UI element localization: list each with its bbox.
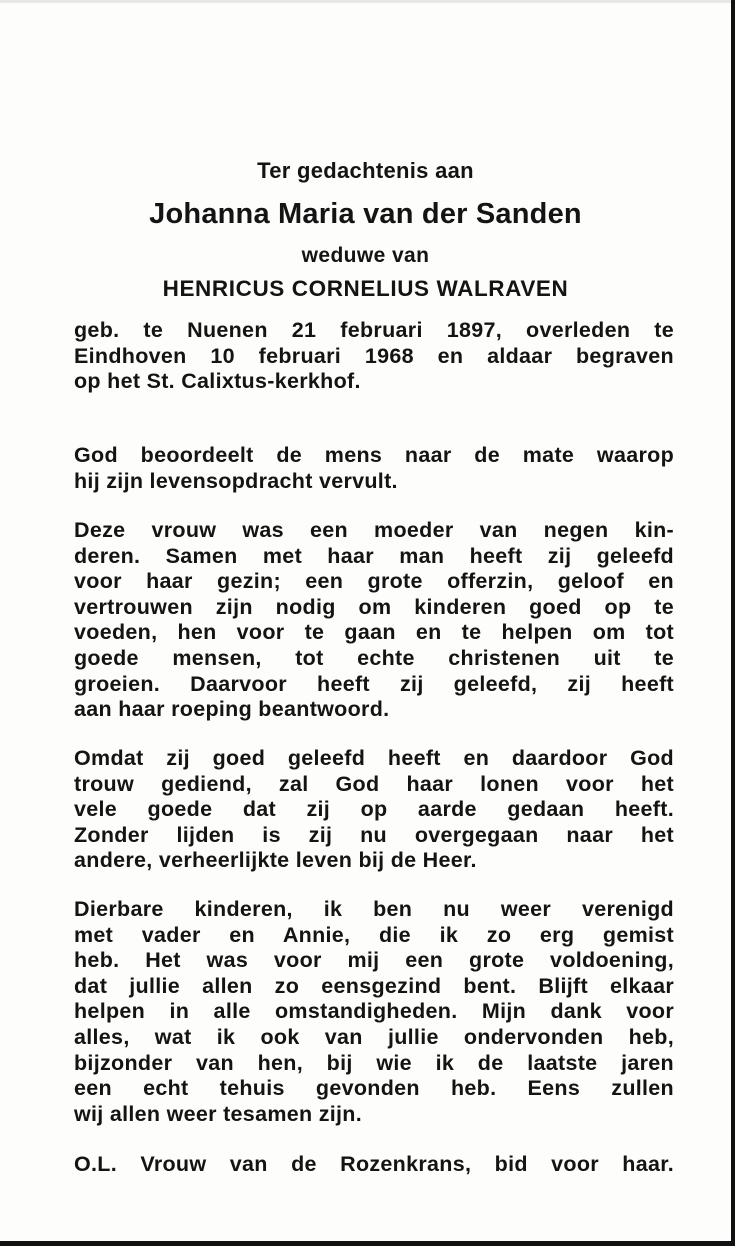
text-line: met vader en Annie, die ik zo erg gemist xyxy=(74,922,674,947)
text-line: aan haar roeping beantwoord. xyxy=(74,697,390,722)
farewell-paragraph xyxy=(74,897,674,1127)
text-line: dat jullie allen zo eensgezind bent. Blijft elkaar xyxy=(74,973,674,998)
text-line: bijzonder van hen, bij wie ik de laatste jaren xyxy=(74,1050,674,1075)
text-line: een echt tehuis gevonden heb. Eens zullen xyxy=(74,1076,674,1101)
text-line: vele goede dat zij op aarde gedaan heeft. xyxy=(74,797,674,822)
text-line: Zonder lijden is zij nu overgegaan naar het xyxy=(74,822,674,847)
faith-paragraph xyxy=(74,746,674,874)
text-line: voor haar gezin; een grote offerzin, geloof en xyxy=(74,569,674,594)
closing-prayer: O.L. Vrouw van de Rozenkrans, bid voor haar. xyxy=(74,1152,674,1176)
mother-paragraph xyxy=(74,518,674,723)
text-line: geb. te Nuenen 21 februari 1897, overleden te xyxy=(74,318,674,342)
deceased-name: Johanna Maria van der Sanden xyxy=(149,198,582,230)
text-line: Dierbare kinderen, ik ben nu weer verenigd xyxy=(74,897,674,921)
text-line: op het St. Calixtus-kerkhof. xyxy=(74,369,361,394)
text-line: God beoordeelt de mens naar de mate waarop xyxy=(74,443,674,467)
text-line: andere, verheerlijkte leven bij de Heer. xyxy=(74,848,477,873)
text-line: alles, wat ik ook van jullie ondervonden heb, xyxy=(74,1024,674,1049)
text-line: deren. Samen met haar man heeft zij geleefd xyxy=(74,543,674,568)
text-line: goede mensen, tot echte christenen uit te xyxy=(74,645,674,670)
text-line: vertrouwen zijn nodig om kinderen goed op te xyxy=(74,594,674,619)
text-line: Omdat zij goed geleefd heeft en daardoor God xyxy=(74,746,674,770)
text-line: Eindhoven 10 februari 1968 en aldaar begraven xyxy=(74,343,674,368)
quote-paragraph xyxy=(74,443,674,494)
card-top-edge xyxy=(0,0,731,3)
intro-heading: Ter gedachtenis aan xyxy=(257,158,474,183)
biography-paragraph xyxy=(74,318,674,395)
text-line: groeien. Daarvoor heeft zij geleefd, zij heeft xyxy=(74,671,674,696)
text-line: helpen in alle omstandigheden. Mijn dank voor xyxy=(74,999,674,1024)
spouse-name: HENRICUS CORNELIUS WALRAVEN xyxy=(162,276,569,301)
relation-label: weduwe van xyxy=(301,244,430,267)
text-line: hij zijn levensopdracht vervult. xyxy=(74,468,398,493)
text-line: trouw gediend, zal God haar lonen voor het xyxy=(74,771,674,796)
text-line: heb. Het was voor mij een grote voldoening, xyxy=(74,948,674,973)
text-line: voeden, hen voor te gaan en te helpen om tot xyxy=(74,620,674,645)
text-line: wij allen weer tesamen zijn. xyxy=(74,1101,363,1126)
text-line: Deze vrouw was een moeder van negen kin- xyxy=(74,518,674,542)
